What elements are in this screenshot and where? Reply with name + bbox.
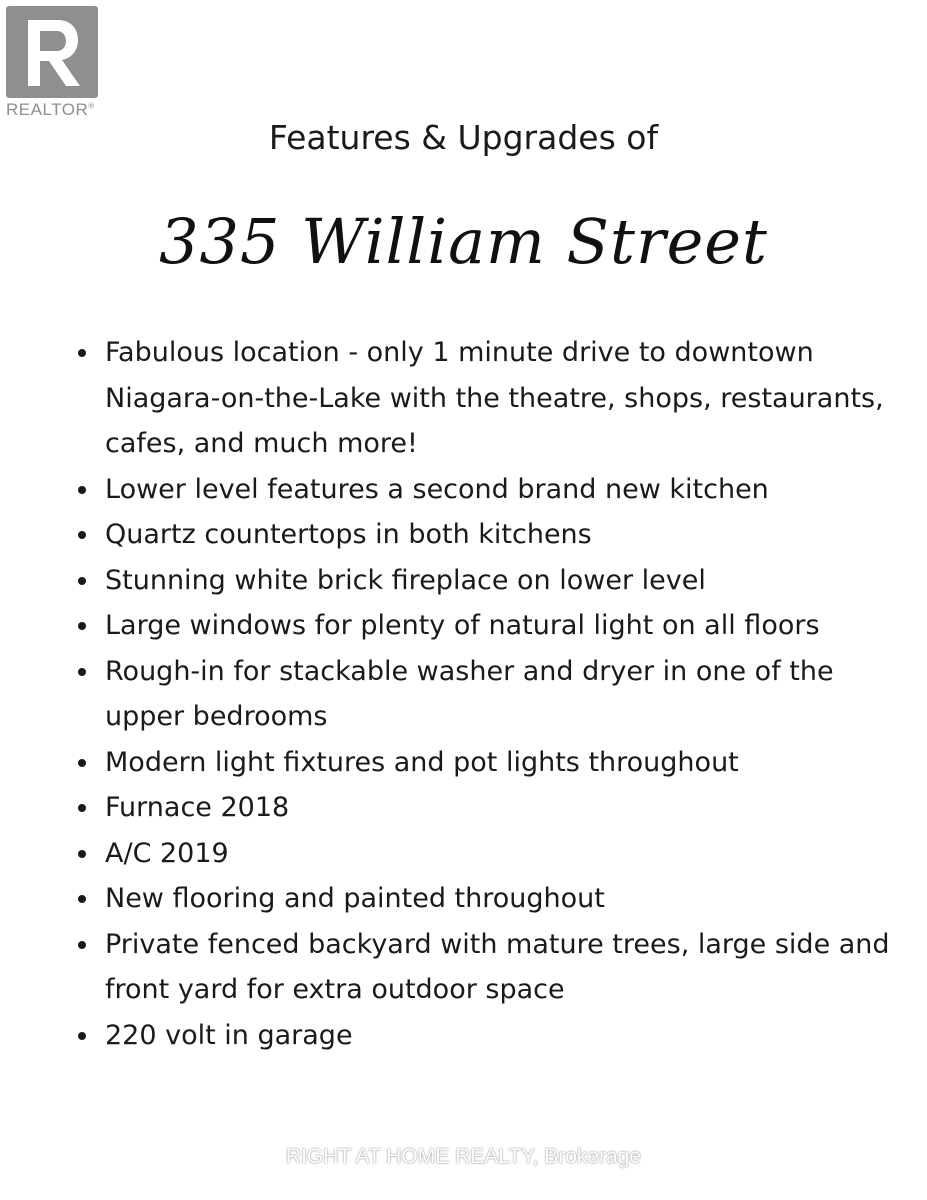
bullet-icon [78,668,86,676]
feature-text: New flooring and painted throughout [105,883,605,914]
features-list [78,330,908,1058]
feature-text: Modern light fixtures and pot lights throughout [105,746,739,778]
feature-item [78,876,908,922]
feature-text: A/C 2019 [105,837,229,869]
feature-item [78,512,908,558]
realtor-logo-text: REALTOR® [6,100,95,119]
feature-text: Fabulous location - only 1 minute drive to downtown Niagara-on-the-Lake with the theatre, shops, restaurants, cafes, and much more! [105,337,884,459]
feature-item [78,558,908,604]
brokerage-watermark: RIGHT AT HOME REALTY, Brokerage [285,1145,642,1168]
feature-item [78,330,908,467]
feature-text: Furnace 2018 [105,792,290,823]
feature-item [78,785,908,831]
feature-item [78,922,908,1013]
bullet-icon [78,895,86,903]
feature-item [78,831,908,877]
bullet-icon [78,759,86,767]
bullet-icon [78,531,86,539]
realtor-r-icon [6,6,98,98]
feature-text: Private fenced backyard with mature trees, large side and front yard for extra outdoor space [105,928,890,1005]
feature-text: Lower level features a second brand new kitchen [105,473,769,505]
feature-item [78,467,908,513]
feature-text: Quartz countertops in both kitchens [105,519,592,550]
feature-item [78,740,908,786]
bullet-icon [78,577,86,585]
feature-text: Large windows for plenty of natural light on all floors [105,610,820,641]
bullet-icon [78,1032,86,1040]
feature-item [78,603,908,649]
feature-item [78,649,908,740]
bullet-icon [78,486,86,494]
feature-text: 220 volt in garage [105,1019,353,1051]
feature-text: Stunning white brick fireplace on lower level [105,564,706,596]
feature-item [78,1013,908,1059]
bullet-icon [78,941,86,949]
bullet-icon [78,850,86,858]
bullet-icon [78,804,86,812]
property-address: 335 William Street [159,205,768,278]
feature-text: Rough-in for stackable washer and dryer in one of the upper bedrooms [105,655,834,732]
page-heading: Features & Upgrades of [268,118,659,157]
realtor-logo [6,6,100,126]
bullet-icon [78,349,86,357]
bullet-icon [78,622,86,630]
